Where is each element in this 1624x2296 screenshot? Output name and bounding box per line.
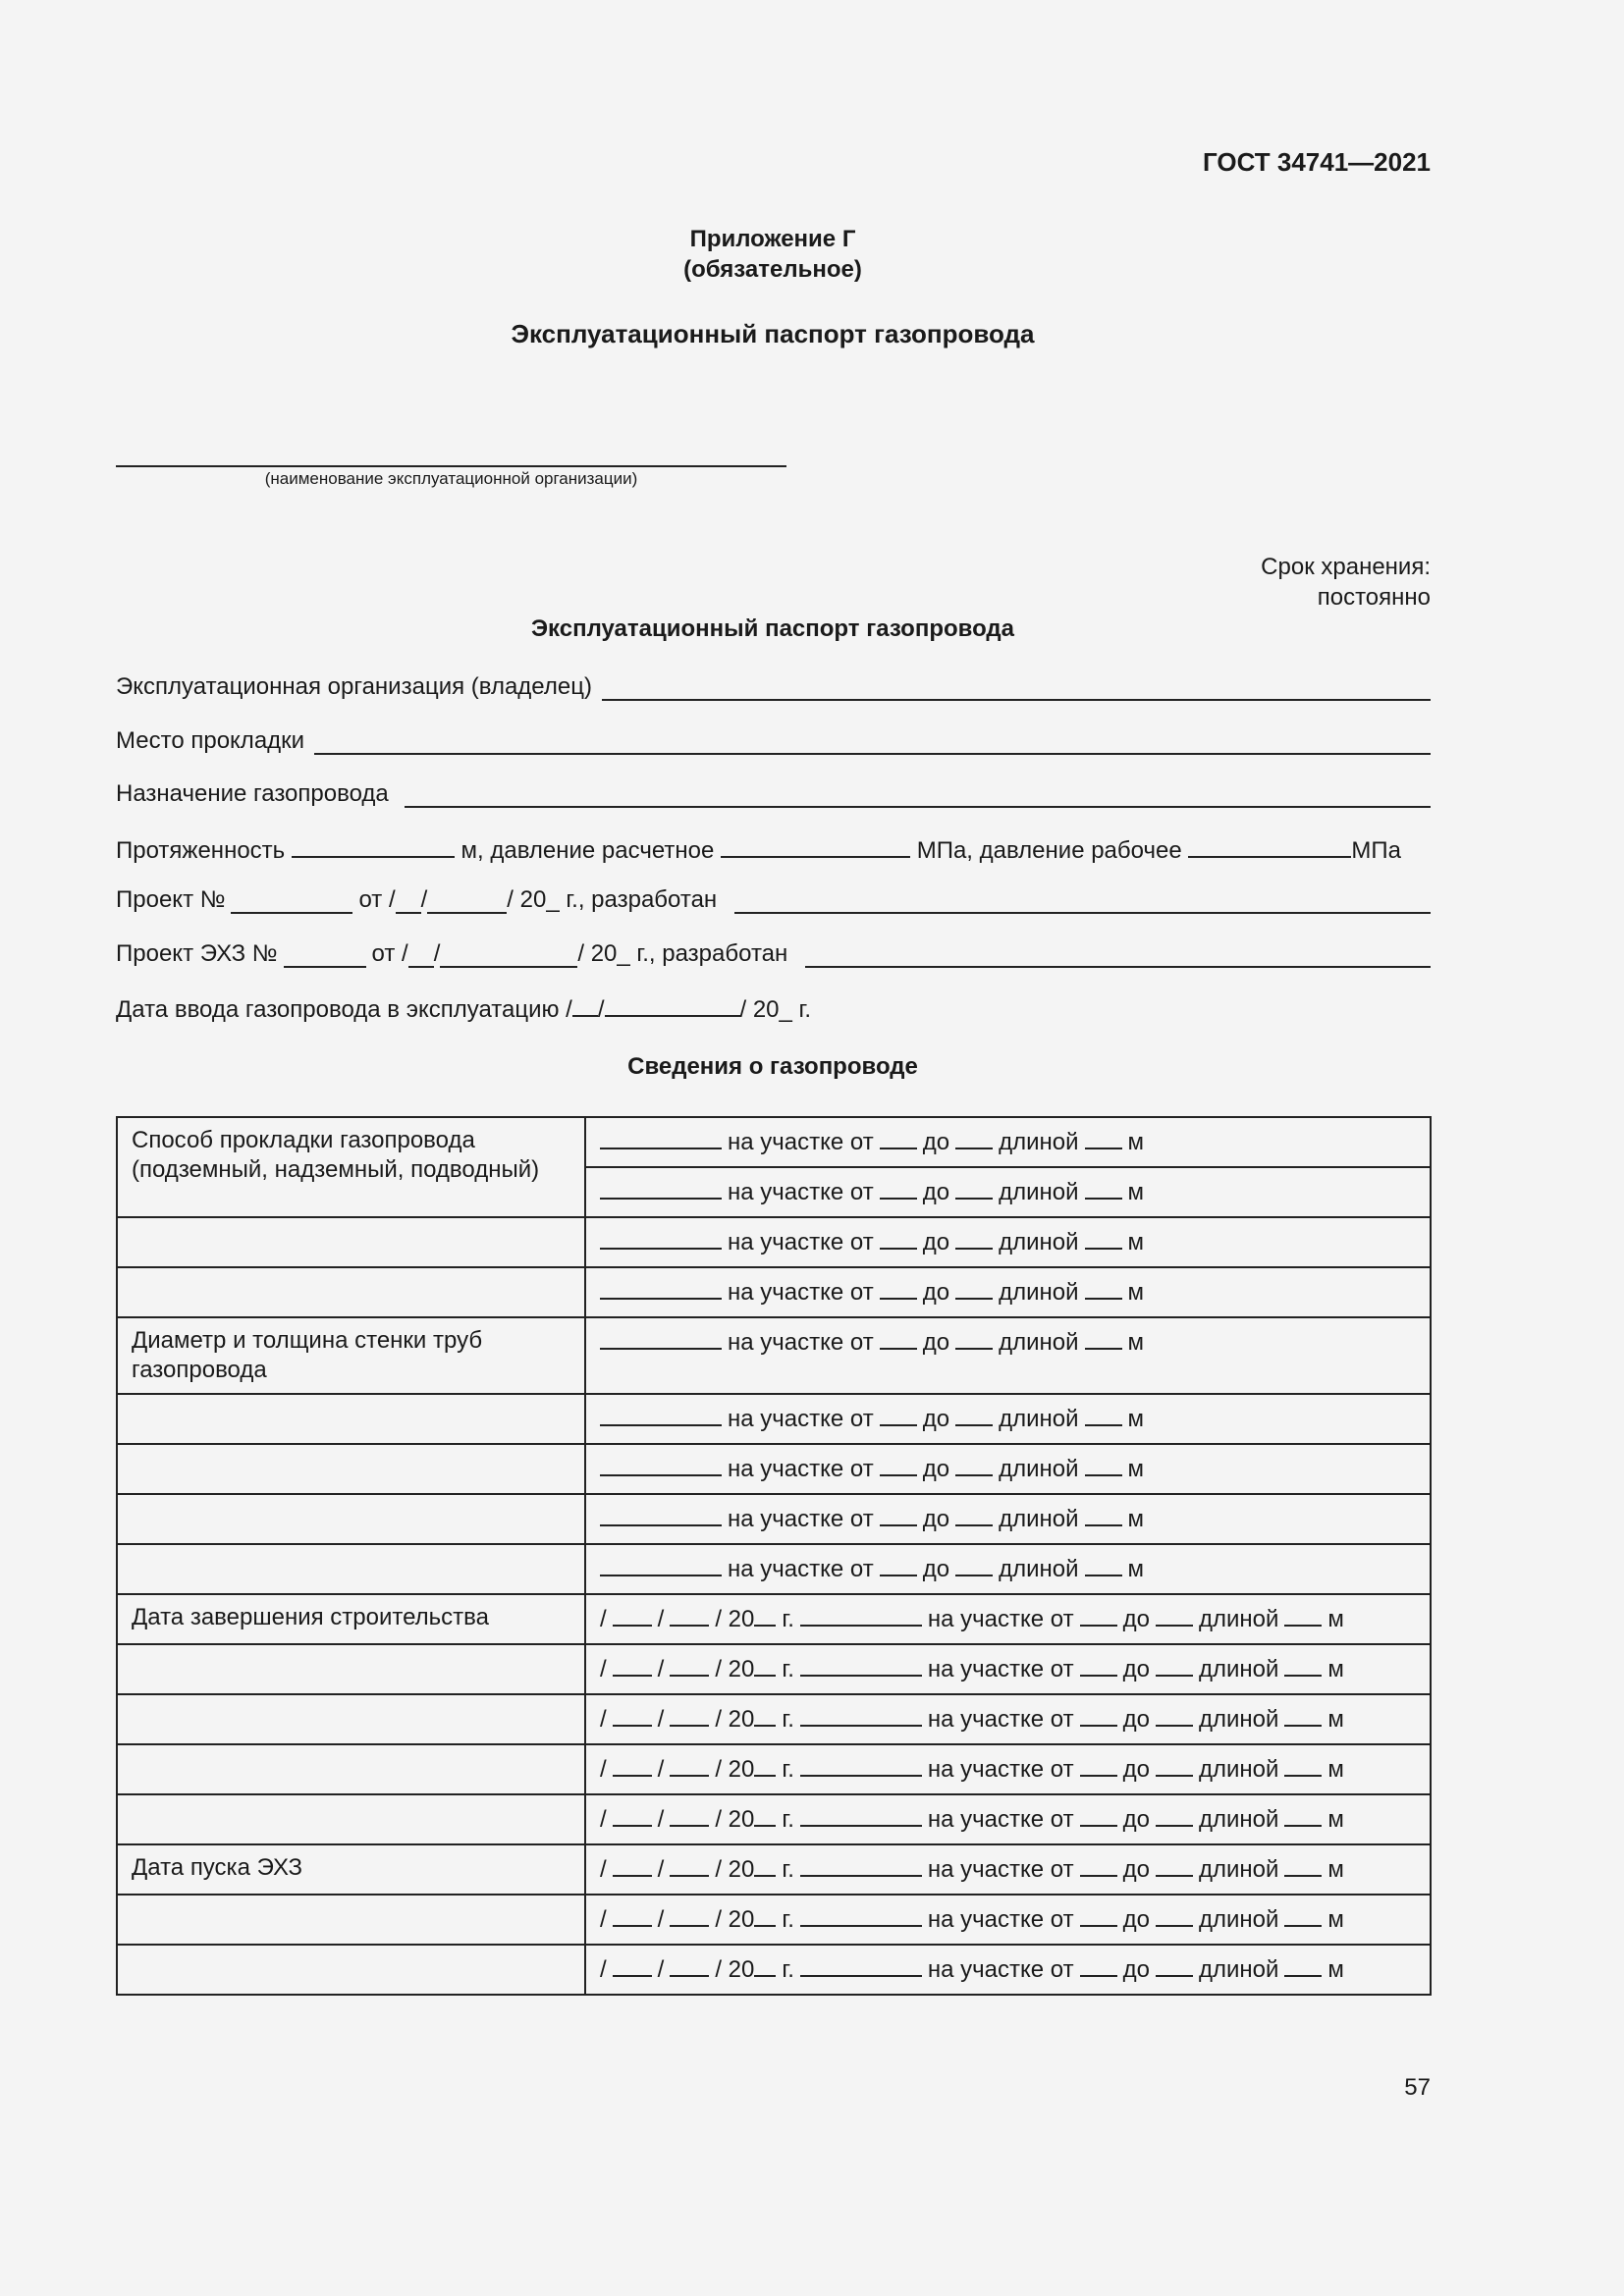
to-label: до bbox=[922, 1279, 950, 1306]
on-section-label: на участке от bbox=[728, 1229, 874, 1255]
standard-number: ГОСТ 34741—2021 bbox=[1203, 147, 1431, 177]
project-row bbox=[116, 886, 1431, 914]
to-label: до bbox=[1122, 1756, 1150, 1783]
commission-label: Дата ввода газопровода в эксплуатацию / bbox=[116, 996, 572, 1023]
dated-segment-cell[interactable] bbox=[585, 1895, 1431, 1945]
to-field[interactable] bbox=[955, 1503, 993, 1526]
to-field[interactable] bbox=[955, 1276, 993, 1300]
segment-type-field[interactable] bbox=[600, 1226, 722, 1250]
unit-label: м bbox=[1327, 1756, 1344, 1783]
commission-month-field[interactable] bbox=[605, 993, 740, 1017]
empty-label-cell[interactable] bbox=[117, 1895, 585, 1945]
organization-caption: (наименование эксплуатационной организации) bbox=[264, 469, 638, 488]
ehz-project-row bbox=[116, 940, 1431, 968]
from-field[interactable] bbox=[880, 1326, 917, 1350]
length-label: длиной bbox=[1198, 1906, 1279, 1933]
unit-label: м bbox=[1127, 1406, 1144, 1432]
to-field[interactable] bbox=[1156, 1903, 1193, 1927]
year-suffix: г. bbox=[782, 1856, 794, 1883]
from-field[interactable] bbox=[1080, 1753, 1117, 1777]
on-section-label: на участке от bbox=[728, 1456, 874, 1482]
year-field[interactable] bbox=[754, 1803, 776, 1827]
length-field[interactable] bbox=[1284, 1953, 1322, 1977]
empty-label-cell[interactable] bbox=[117, 1644, 585, 1694]
empty-label-cell[interactable] bbox=[117, 1794, 585, 1844]
length-label: длиной bbox=[1198, 1606, 1279, 1632]
on-section-label: на участке от bbox=[927, 1956, 1074, 1983]
ehz-day-field[interactable] bbox=[408, 944, 434, 968]
month-field[interactable] bbox=[670, 1703, 709, 1727]
from-field[interactable] bbox=[880, 1503, 917, 1526]
year-prefix: / 20 bbox=[715, 1956, 755, 1983]
unit-label: м bbox=[1327, 1706, 1344, 1733]
to-label: до bbox=[922, 1229, 950, 1255]
length-label: длиной bbox=[999, 1506, 1079, 1532]
unit-label: м bbox=[1327, 1956, 1344, 1983]
segment-type-field[interactable] bbox=[800, 1903, 922, 1927]
month-field[interactable] bbox=[670, 1753, 709, 1777]
working-pressure-field[interactable] bbox=[1188, 834, 1351, 858]
to-field[interactable] bbox=[1156, 1853, 1193, 1877]
from-field[interactable] bbox=[1080, 1853, 1117, 1877]
to-label: до bbox=[1122, 1856, 1150, 1883]
to-field[interactable] bbox=[1156, 1803, 1193, 1827]
year-prefix: / 20 bbox=[715, 1706, 755, 1733]
month-field[interactable] bbox=[670, 1803, 709, 1827]
dated-segment-cell[interactable] bbox=[585, 1945, 1431, 1995]
segment-type-field[interactable] bbox=[800, 1753, 922, 1777]
table-row bbox=[117, 1117, 1431, 1167]
owner-field[interactable] bbox=[602, 675, 1431, 701]
empty-label-cell[interactable] bbox=[117, 1494, 585, 1544]
to-field[interactable] bbox=[955, 1326, 993, 1350]
length-label: длиной bbox=[1198, 1756, 1279, 1783]
month-field[interactable] bbox=[670, 1903, 709, 1927]
length-field[interactable] bbox=[1284, 1903, 1322, 1927]
to-field[interactable] bbox=[1156, 1753, 1193, 1777]
on-section-label: на участке от bbox=[927, 1606, 1074, 1632]
date-slash: / bbox=[600, 1706, 607, 1733]
segment-type-field[interactable] bbox=[600, 1553, 722, 1576]
length-field[interactable] bbox=[1085, 1226, 1122, 1250]
from-field[interactable] bbox=[880, 1453, 917, 1476]
length-pressure-row bbox=[116, 834, 1401, 865]
length-label: длиной bbox=[999, 1179, 1079, 1205]
commission-day-field[interactable] bbox=[572, 993, 598, 1017]
ehz-developer-field[interactable] bbox=[805, 942, 1431, 968]
length-unit: м, давление расчетное bbox=[460, 837, 715, 864]
empty-label-cell[interactable] bbox=[117, 1267, 585, 1317]
date-slash: / bbox=[600, 1606, 607, 1632]
year-field[interactable] bbox=[754, 1703, 776, 1727]
pressure-unit-2: МПа bbox=[1351, 837, 1401, 864]
length-label: длиной bbox=[999, 1229, 1079, 1255]
document-title: Эксплуатационный паспорт газопровода bbox=[511, 319, 1035, 348]
form-title: Эксплуатационный паспорт газопровода bbox=[530, 615, 1015, 642]
length-label: длиной bbox=[999, 1329, 1079, 1356]
segment-cell[interactable] bbox=[585, 1317, 1431, 1394]
segment-cell[interactable] bbox=[585, 1117, 1431, 1167]
table-row bbox=[117, 1317, 1431, 1394]
from-field[interactable] bbox=[880, 1276, 917, 1300]
unit-label: м bbox=[1127, 1229, 1144, 1255]
ehz-year: / 20_ г., разработан bbox=[577, 940, 788, 967]
project-number-field[interactable] bbox=[231, 890, 352, 914]
table-row bbox=[117, 1444, 1431, 1494]
on-section-label: на участке от bbox=[728, 1279, 874, 1306]
to-label: до bbox=[922, 1456, 950, 1482]
dated-segment-cell[interactable] bbox=[585, 1744, 1431, 1794]
table-row bbox=[117, 1895, 1431, 1945]
length-field[interactable] bbox=[1284, 1853, 1322, 1877]
page-number: 57 bbox=[1404, 2074, 1431, 2101]
purpose-row bbox=[116, 780, 1431, 808]
day-field[interactable] bbox=[613, 1603, 652, 1627]
ehz-slash: / bbox=[433, 940, 441, 967]
day-field[interactable] bbox=[613, 1803, 652, 1827]
year-prefix: / 20 bbox=[715, 1656, 755, 1682]
segment-type-field[interactable] bbox=[800, 1603, 922, 1627]
on-section-label: на участке от bbox=[728, 1129, 874, 1155]
from-field[interactable] bbox=[880, 1226, 917, 1250]
segment-cell[interactable] bbox=[585, 1394, 1431, 1444]
date-slash: / bbox=[600, 1806, 607, 1833]
segment-type-field[interactable] bbox=[800, 1653, 922, 1677]
section-title: Сведения о газопроводе bbox=[627, 1053, 918, 1080]
length-field[interactable] bbox=[1284, 1603, 1322, 1627]
day-field[interactable] bbox=[613, 1653, 652, 1677]
length-label: длиной bbox=[999, 1406, 1079, 1432]
table-row bbox=[117, 1644, 1431, 1694]
empty-label-cell[interactable] bbox=[117, 1444, 585, 1494]
unit-label: м bbox=[1127, 1506, 1144, 1532]
to-label: до bbox=[1122, 1606, 1150, 1632]
ehz-start-label: Дата пуска ЭХЗ bbox=[117, 1844, 585, 1895]
year-suffix: г. bbox=[782, 1606, 794, 1632]
segment-cell[interactable] bbox=[585, 1167, 1431, 1217]
date-slash: / bbox=[657, 1856, 665, 1883]
to-field[interactable] bbox=[955, 1403, 993, 1426]
date-slash: / bbox=[600, 1756, 607, 1783]
to-field[interactable] bbox=[955, 1453, 993, 1476]
table-row bbox=[117, 1494, 1431, 1544]
on-section-label: на участке от bbox=[927, 1906, 1074, 1933]
date-slash: / bbox=[657, 1756, 665, 1783]
day-field[interactable] bbox=[613, 1703, 652, 1727]
table-row bbox=[117, 1744, 1431, 1794]
from-field[interactable] bbox=[880, 1553, 917, 1576]
unit-label: м bbox=[1327, 1906, 1344, 1933]
on-section-label: на участке от bbox=[728, 1329, 874, 1356]
month-field[interactable] bbox=[670, 1653, 709, 1677]
segment-type-field[interactable] bbox=[800, 1953, 922, 1977]
unit-label: м bbox=[1127, 1179, 1144, 1205]
organization-name-line[interactable] bbox=[116, 464, 786, 467]
dated-segment-cell[interactable] bbox=[585, 1594, 1431, 1644]
segment-type-field[interactable] bbox=[800, 1703, 922, 1727]
year-field[interactable] bbox=[754, 1853, 776, 1877]
date-slash: / bbox=[657, 1806, 665, 1833]
segment-type-field[interactable] bbox=[600, 1126, 722, 1149]
from-field[interactable] bbox=[880, 1176, 917, 1200]
owner-label: Эксплуатационная организация (владелец) bbox=[116, 673, 592, 700]
year-field[interactable] bbox=[754, 1903, 776, 1927]
to-label: до bbox=[922, 1506, 950, 1532]
to-label: до bbox=[922, 1129, 950, 1155]
to-label: до bbox=[1122, 1806, 1150, 1833]
diameter-label: Диаметр и толщина стенки труб газопровода bbox=[117, 1317, 585, 1394]
purpose-label: Назначение газопровода bbox=[116, 780, 389, 807]
pipeline-info-table bbox=[116, 1116, 1432, 1996]
to-label: до bbox=[922, 1406, 950, 1432]
from-field[interactable] bbox=[880, 1403, 917, 1426]
empty-label-cell[interactable] bbox=[117, 1394, 585, 1444]
segment-type-field[interactable] bbox=[600, 1326, 722, 1350]
storage-period-label: Срок хранения: bbox=[1261, 554, 1431, 580]
segment-cell[interactable] bbox=[585, 1444, 1431, 1494]
length-field[interactable] bbox=[1284, 1803, 1322, 1827]
month-field[interactable] bbox=[670, 1953, 709, 1977]
to-label: до bbox=[1122, 1656, 1150, 1682]
on-section-label: на участке от bbox=[927, 1656, 1074, 1682]
to-label: до bbox=[922, 1329, 950, 1356]
location-field[interactable] bbox=[314, 729, 1431, 755]
length-label: длиной bbox=[1198, 1856, 1279, 1883]
from-field[interactable] bbox=[1080, 1703, 1117, 1727]
length-field[interactable] bbox=[1085, 1276, 1122, 1300]
on-section-label: на участке от bbox=[927, 1806, 1074, 1833]
date-slash: / bbox=[600, 1956, 607, 1983]
year-field[interactable] bbox=[754, 1653, 776, 1677]
length-label: длиной bbox=[999, 1279, 1079, 1306]
unit-label: м bbox=[1327, 1606, 1344, 1632]
length-field[interactable] bbox=[1284, 1703, 1322, 1727]
year-suffix: г. bbox=[782, 1806, 794, 1833]
segment-cell[interactable] bbox=[585, 1217, 1431, 1267]
commission-year: / 20_ г. bbox=[739, 996, 812, 1023]
to-field[interactable] bbox=[955, 1226, 993, 1250]
to-field[interactable] bbox=[1156, 1703, 1193, 1727]
to-field[interactable] bbox=[955, 1126, 993, 1149]
ehz-project-label: Проект ЭХЗ № bbox=[116, 940, 278, 967]
on-section-label: на участке от bbox=[927, 1856, 1074, 1883]
length-label: длиной bbox=[1198, 1956, 1279, 1983]
length-label: Протяженность bbox=[116, 837, 286, 864]
dated-segment-cell[interactable] bbox=[585, 1644, 1431, 1694]
owner-row bbox=[116, 673, 1431, 701]
segment-type-field[interactable] bbox=[600, 1276, 722, 1300]
segment-cell[interactable] bbox=[585, 1544, 1431, 1594]
segment-type-field[interactable] bbox=[600, 1403, 722, 1426]
ehz-from: от / bbox=[371, 940, 408, 967]
day-field[interactable] bbox=[613, 1903, 652, 1927]
year-prefix: / 20 bbox=[715, 1806, 755, 1833]
table-row bbox=[117, 1945, 1431, 1995]
on-section-label: на участке от bbox=[728, 1406, 874, 1432]
project-month-field[interactable] bbox=[427, 890, 507, 914]
commission-row bbox=[116, 993, 811, 1024]
commission-slash: / bbox=[597, 996, 605, 1023]
on-section-label: на участке от bbox=[927, 1706, 1074, 1733]
length-label: длиной bbox=[999, 1129, 1079, 1155]
length-label: длиной bbox=[999, 1556, 1079, 1582]
to-label: до bbox=[1122, 1956, 1150, 1983]
date-slash: / bbox=[657, 1706, 665, 1733]
year-field[interactable] bbox=[754, 1603, 776, 1627]
date-slash: / bbox=[600, 1906, 607, 1933]
completion-date-label: Дата завершения строительства bbox=[117, 1594, 585, 1644]
length-label: длиной bbox=[1198, 1656, 1279, 1682]
unit-label: м bbox=[1127, 1556, 1144, 1582]
dated-segment-cell[interactable] bbox=[585, 1694, 1431, 1744]
to-label: до bbox=[1122, 1906, 1150, 1933]
month-field[interactable] bbox=[670, 1853, 709, 1877]
segment-type-field[interactable] bbox=[600, 1176, 722, 1200]
length-field[interactable] bbox=[1085, 1403, 1122, 1426]
segment-cell[interactable] bbox=[585, 1494, 1431, 1544]
unit-label: м bbox=[1327, 1856, 1344, 1883]
segment-type-field[interactable] bbox=[600, 1503, 722, 1526]
empty-label-cell[interactable] bbox=[117, 1744, 585, 1794]
year-field[interactable] bbox=[754, 1753, 776, 1777]
unit-label: м bbox=[1127, 1456, 1144, 1482]
empty-label-cell[interactable] bbox=[117, 1694, 585, 1744]
segment-type-field[interactable] bbox=[600, 1453, 722, 1476]
unit-label: м bbox=[1327, 1656, 1344, 1682]
project-day-field[interactable] bbox=[396, 890, 421, 914]
empty-label-cell[interactable] bbox=[117, 1945, 585, 1995]
dated-segment-cell[interactable] bbox=[585, 1794, 1431, 1844]
year-field[interactable] bbox=[754, 1953, 776, 1977]
year-prefix: / 20 bbox=[715, 1856, 755, 1883]
year-prefix: / 20 bbox=[715, 1906, 755, 1933]
purpose-field[interactable] bbox=[405, 782, 1431, 808]
to-label: до bbox=[1122, 1706, 1150, 1733]
length-field[interactable] bbox=[1284, 1653, 1322, 1677]
length-field[interactable] bbox=[1085, 1176, 1122, 1200]
empty-label-cell[interactable] bbox=[117, 1544, 585, 1594]
length-field[interactable] bbox=[1085, 1503, 1122, 1526]
location-label: Место прокладки bbox=[116, 727, 305, 754]
year-suffix: г. bbox=[782, 1906, 794, 1933]
date-slash: / bbox=[657, 1956, 665, 1983]
date-slash: / bbox=[657, 1606, 665, 1632]
table-row bbox=[117, 1217, 1431, 1267]
table-row bbox=[117, 1594, 1431, 1644]
unit-label: м bbox=[1127, 1129, 1144, 1155]
segment-type-field[interactable] bbox=[800, 1803, 922, 1827]
from-field[interactable] bbox=[1080, 1953, 1117, 1977]
table-row bbox=[117, 1794, 1431, 1844]
project-from: от / bbox=[358, 886, 396, 913]
ehz-month-field[interactable] bbox=[440, 944, 577, 968]
date-slash: / bbox=[657, 1906, 665, 1933]
pressure-unit: МПа, давление рабочее bbox=[916, 837, 1182, 864]
year-suffix: г. bbox=[782, 1956, 794, 1983]
length-field[interactable] bbox=[292, 834, 455, 858]
segment-type-field[interactable] bbox=[800, 1853, 922, 1877]
length-field[interactable] bbox=[1085, 1326, 1122, 1350]
project-year: / 20_ г., разработан bbox=[507, 886, 718, 913]
table-row bbox=[117, 1544, 1431, 1594]
storage-period-value: постоянно bbox=[1317, 584, 1431, 611]
on-section-label: на участке от bbox=[728, 1506, 874, 1532]
on-section-label: на участке от bbox=[728, 1179, 874, 1205]
unit-label: м bbox=[1127, 1279, 1144, 1306]
empty-label-cell[interactable] bbox=[117, 1217, 585, 1267]
date-slash: / bbox=[600, 1656, 607, 1682]
segment-cell[interactable] bbox=[585, 1267, 1431, 1317]
day-field[interactable] bbox=[613, 1753, 652, 1777]
length-field[interactable] bbox=[1085, 1126, 1122, 1149]
date-slash: / bbox=[657, 1656, 665, 1682]
laying-method-label: Способ прокладки газопровода (подземный, надземный, подводный) bbox=[117, 1117, 585, 1217]
day-field[interactable] bbox=[613, 1853, 652, 1877]
on-section-label: на участке от bbox=[927, 1756, 1074, 1783]
year-suffix: г. bbox=[782, 1706, 794, 1733]
location-row bbox=[116, 727, 1431, 755]
year-suffix: г. bbox=[782, 1756, 794, 1783]
from-field[interactable] bbox=[1080, 1903, 1117, 1927]
month-field[interactable] bbox=[670, 1603, 709, 1627]
length-label: длиной bbox=[999, 1456, 1079, 1482]
project-developer-field[interactable] bbox=[734, 888, 1431, 914]
ehz-number-field[interactable] bbox=[284, 944, 366, 968]
unit-label: м bbox=[1327, 1806, 1344, 1833]
year-prefix: / 20 bbox=[715, 1606, 755, 1632]
table-row bbox=[117, 1267, 1431, 1317]
to-label: до bbox=[922, 1556, 950, 1582]
project-slash: / bbox=[420, 886, 428, 913]
to-field[interactable] bbox=[1156, 1603, 1193, 1627]
from-field[interactable] bbox=[880, 1126, 917, 1149]
date-slash: / bbox=[600, 1856, 607, 1883]
project-label: Проект № bbox=[116, 886, 226, 913]
from-field[interactable] bbox=[1080, 1603, 1117, 1627]
on-section-label: на участке от bbox=[728, 1556, 874, 1582]
design-pressure-field[interactable] bbox=[721, 834, 910, 858]
appendix-status: (обязательное) bbox=[683, 256, 862, 283]
table-row bbox=[117, 1394, 1431, 1444]
to-field[interactable] bbox=[1156, 1653, 1193, 1677]
length-field[interactable] bbox=[1085, 1453, 1122, 1476]
dated-segment-cell[interactable] bbox=[585, 1844, 1431, 1895]
year-suffix: г. bbox=[782, 1656, 794, 1682]
length-label: длиной bbox=[1198, 1706, 1279, 1733]
table-row bbox=[117, 1694, 1431, 1744]
appendix-title: Приложение Г bbox=[689, 226, 856, 252]
from-field[interactable] bbox=[1080, 1803, 1117, 1827]
length-label: длиной bbox=[1198, 1806, 1279, 1833]
to-field[interactable] bbox=[955, 1176, 993, 1200]
year-prefix: / 20 bbox=[715, 1756, 755, 1783]
to-field[interactable] bbox=[1156, 1953, 1193, 1977]
day-field[interactable] bbox=[613, 1953, 652, 1977]
table-row bbox=[117, 1844, 1431, 1895]
to-label: до bbox=[922, 1179, 950, 1205]
unit-label: м bbox=[1127, 1329, 1144, 1356]
length-field[interactable] bbox=[1085, 1553, 1122, 1576]
from-field[interactable] bbox=[1080, 1653, 1117, 1677]
to-field[interactable] bbox=[955, 1553, 993, 1576]
length-field[interactable] bbox=[1284, 1753, 1322, 1777]
